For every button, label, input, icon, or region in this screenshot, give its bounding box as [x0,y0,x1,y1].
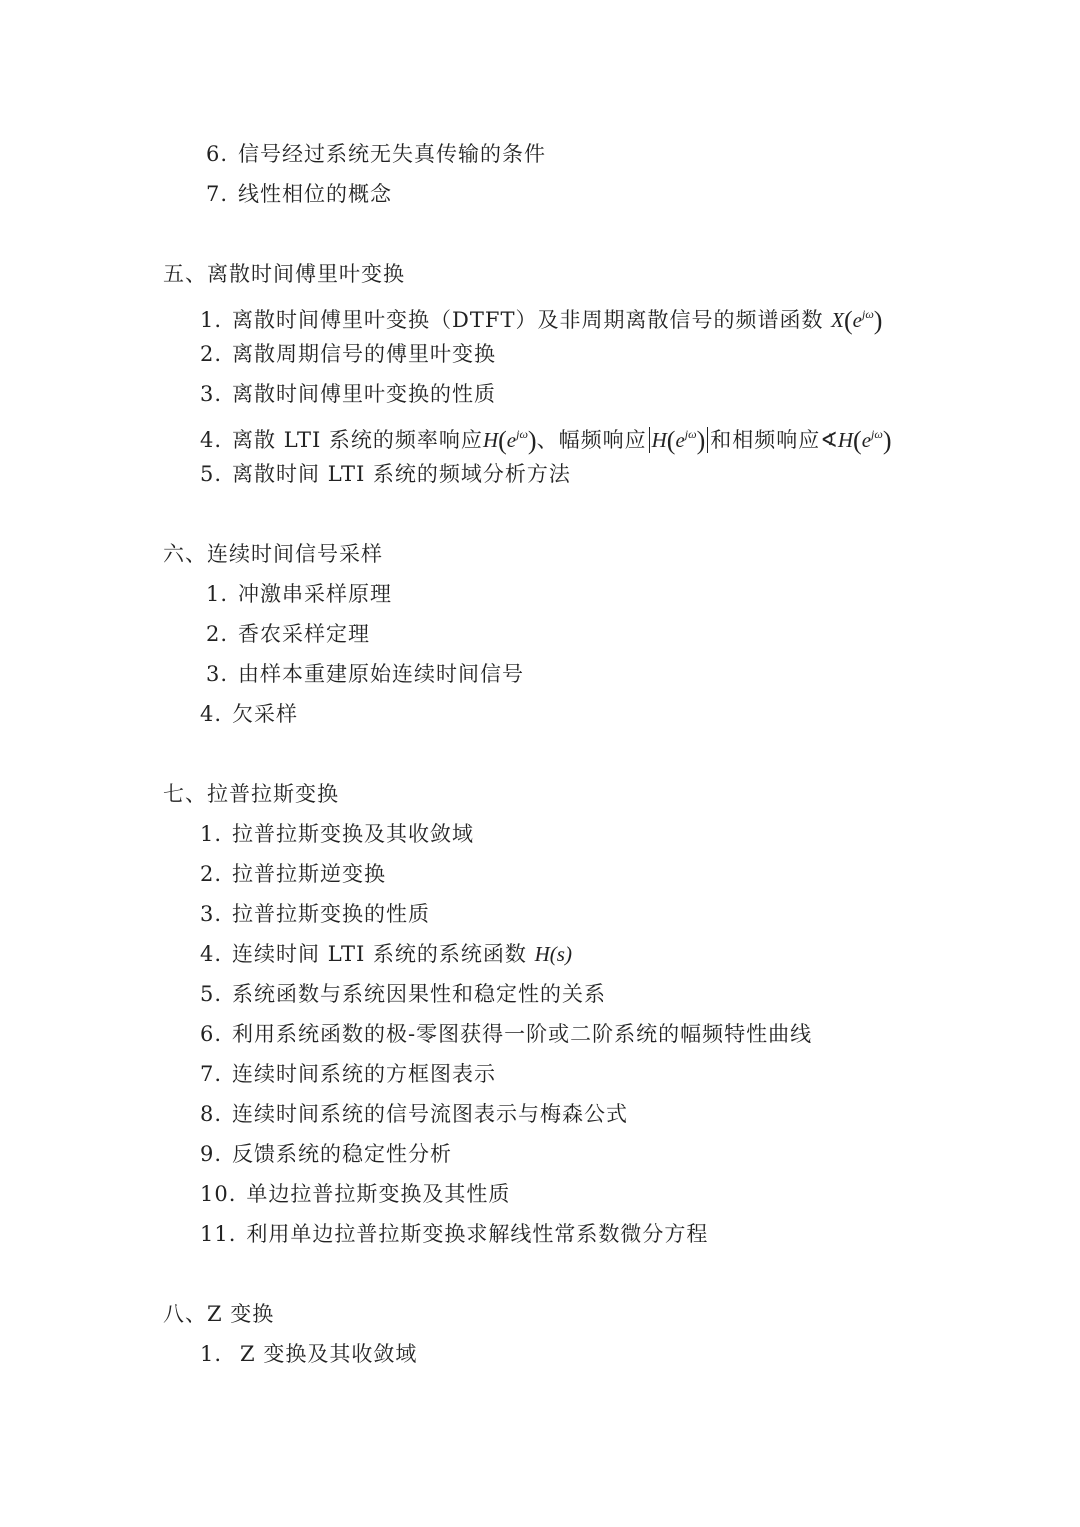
phase-response-formula: $∢H(e^{j\omega})$ [820,426,892,455]
item-number: 2. [206,622,229,646]
list-item [200,1020,812,1048]
item-number: 11. [200,1222,237,1246]
item-text: Z 变换及其收敛域 [240,1342,418,1366]
list-item [200,900,430,928]
item-text: 离散时间 LTI 系统的频域分析方法 [232,462,571,486]
item-number: 1. [200,1342,223,1366]
item-number: 1. [206,582,229,606]
item-text: 香农采样定理 [238,622,371,646]
item-text: 拉普拉斯逆变换 [232,862,387,886]
item-number: 3. [200,382,223,406]
item-number: 7. [200,1062,223,1086]
item-text: 离散时间傅里叶变换（DTFT）及非周期离散信号的频谱函数 [232,308,824,332]
item-number: 5. [200,462,223,486]
list-item [200,700,298,728]
list-item [200,340,496,368]
list-item [200,980,606,1008]
item-text: 离散周期信号的傅里叶变换 [232,342,497,366]
item-number: 4. [200,942,223,966]
item-text: 和相频响应 [710,428,821,452]
list-item [200,380,496,408]
list-item [200,420,892,455]
list-item [200,1180,510,1208]
frequency-response-formula: $H(e^{j\omega})$ [482,426,537,455]
system-function-formula: H(s) [534,942,572,966]
list-item [206,180,392,208]
item-text: 系统函数与系统因果性和稳定性的关系 [232,982,607,1006]
section-heading: 六、连续时间信号采样 [163,542,383,566]
item-number: 2. [200,342,223,366]
item-text: 线性相位的概念 [238,182,393,206]
item-number: 1. [200,308,223,332]
list-item [200,820,474,848]
item-text: 连续时间 LTI 系统的系统函数 [232,942,527,966]
item-text: 离散 LTI 系统的频率响应 [232,428,483,452]
list-item [200,1220,708,1248]
section-heading: 八、Z 变换 [163,1302,275,1326]
item-number: 5. [200,982,223,1006]
item-number: 6. [200,1022,223,1046]
item-text: 冲激串采样原理 [238,582,393,606]
item-number: 1. [200,822,223,846]
section-heading: 五、离散时间傅里叶变换 [163,262,405,286]
item-number: 3. [200,902,223,926]
list-item [200,1100,628,1128]
item-text: 由样本重建原始连续时间信号 [238,662,525,686]
item-text: 反馈系统的稳定性分析 [232,1142,453,1166]
item-number: 4. [200,702,223,726]
list-item [206,660,524,688]
item-number: 3. [206,662,229,686]
list-item [206,140,546,168]
item-number: 2. [200,862,223,886]
item-number: 6. [206,142,229,166]
item-number: 4. [200,428,223,452]
list-item [200,940,572,968]
list-item [200,300,882,335]
magnitude-response-formula: $H(e^{j\omega})$ [647,428,711,452]
list-item [200,460,571,488]
item-text: 连续时间系统的方框图表示 [232,1062,497,1086]
list-item [200,860,386,888]
item-number: 9. [200,1142,223,1166]
item-text: 、幅频响应 [536,428,647,452]
item-number: 10. [200,1182,237,1206]
item-text: 离散时间傅里叶变换的性质 [232,382,497,406]
list-item [206,620,370,648]
item-text: 利用系统函数的极-零图获得一阶或二阶系统的幅频特性曲线 [232,1022,813,1046]
item-text: 信号经过系统无失真传输的条件 [238,142,547,166]
list-item [206,580,392,608]
section-heading: 七、拉普拉斯变换 [163,782,339,806]
item-text: 单边拉普拉斯变换及其性质 [246,1182,511,1206]
item-number: 8. [200,1102,223,1126]
list-item [200,1060,496,1088]
item-text: 利用单边拉普拉斯变换求解线性常系数微分方程 [246,1222,709,1246]
item-number: 7. [206,182,229,206]
list-item [200,1140,452,1168]
item-text: 连续时间系统的信号流图表示与梅森公式 [232,1102,629,1126]
list-item [200,1340,417,1368]
item-text: 欠采样 [232,702,299,726]
spectrum-formula: $X(e^{j\omega})$ [831,306,883,335]
item-text: 拉普拉斯变换的性质 [232,902,431,926]
item-text: 拉普拉斯变换及其收敛域 [232,822,475,846]
